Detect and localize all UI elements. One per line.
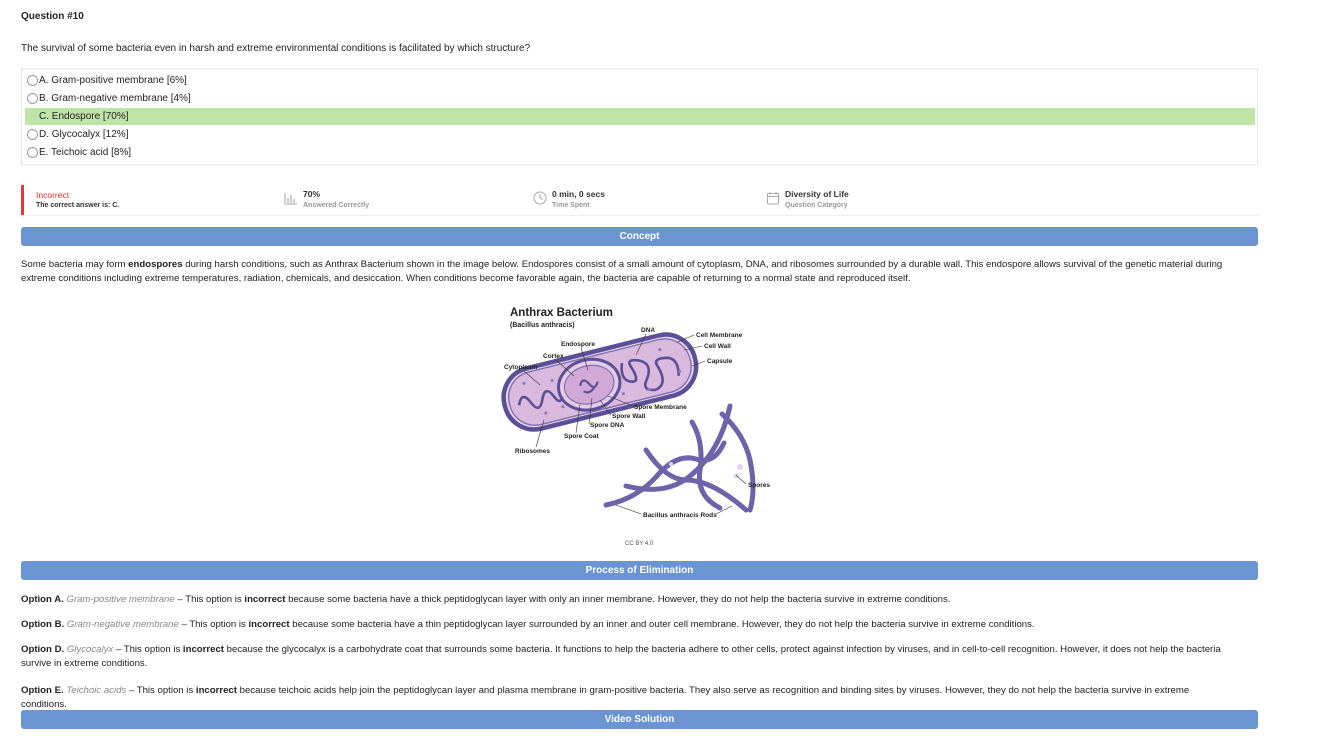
question-category-value: Diversity of Life bbox=[785, 189, 849, 199]
explanation-part: – This option is bbox=[113, 644, 183, 655]
option-tag: Option D. bbox=[21, 644, 65, 655]
concept-text-part: during harsh conditions, such as Anthrax Bacterium shown in the image below. Endospores consist of a small amount of cytoplasm, DNA, and ribosomes surrounded by a durable wall. This endospore allows survival of the genetic material during extreme conditions including extreme temperatures, radiation, chemicals, and desiccation. When conditions become favorable again, the bacteria are capable of returning to a normal state and reproduced itself. bbox=[21, 259, 1223, 284]
option-label: A. Gram-positive membrane [6%] bbox=[39, 75, 187, 86]
option-label: B. Gram-negative membrane [4%] bbox=[39, 93, 191, 104]
question-number: Question #10 bbox=[21, 11, 84, 22]
option-e[interactable] bbox=[25, 144, 1255, 161]
explanation-part: – This option is bbox=[174, 594, 245, 605]
option-c[interactable] bbox=[25, 108, 1255, 125]
option-label: C. Endospore [70%] bbox=[39, 111, 129, 122]
question-category-label: Question Category bbox=[785, 202, 848, 209]
concept-text bbox=[21, 258, 1236, 286]
explanation-part: because the glycocalyx is a carbohydrate coat that surrounds some bacteria. It functions to help the bacteria adhere to other cells, protect against infection by viruses, and in cell-to-cell recognition. However, it does not help the bacteria survive in extreme conditions. bbox=[21, 644, 1221, 669]
anthrax-bacterium-diagram bbox=[496, 300, 786, 525]
time-spent-value: 0 min, 0 secs bbox=[552, 189, 605, 199]
label-spore-dna: Spore DNA bbox=[590, 422, 625, 429]
radio-icon[interactable] bbox=[27, 93, 38, 104]
explanation-part: because some bacteria have a thick peptidoglycan layer with only an inner membrane. However, they do not help the bacteria survive in extreme conditions. bbox=[285, 594, 951, 605]
option-tag: Option B. bbox=[21, 619, 65, 630]
option-b[interactable] bbox=[25, 90, 1255, 107]
bacillus-rods bbox=[606, 406, 753, 510]
label-capsule: Capsule bbox=[707, 358, 733, 365]
option-d[interactable] bbox=[25, 126, 1255, 143]
explanation-part: – This option is bbox=[126, 685, 196, 696]
elimination-option-a bbox=[21, 593, 1236, 607]
answered-correctly-label: Answered Correctly bbox=[303, 202, 370, 209]
video-solution-header[interactable]: Video Solution bbox=[21, 710, 1258, 729]
elimination-option-e bbox=[21, 684, 1236, 712]
elimination-option-b bbox=[21, 618, 1236, 632]
radio-icon[interactable] bbox=[27, 147, 38, 158]
option-name: Gram-negative membrane bbox=[66, 619, 179, 630]
result-summary bbox=[21, 185, 1258, 216]
explanation-part: because teichoic acids help join the peptidoglycan layer and plasma membrane in gram-positive bacteria. They also serve as recognition and binding sites by viruses. However, they do not help the bacteria survive in extreme conditions. bbox=[21, 685, 1190, 710]
concept-text-part: Some bacteria may form bbox=[21, 259, 129, 270]
label-rods: Bacillus anthracis Rods bbox=[643, 512, 717, 519]
option-name: Gram-positive membrane bbox=[66, 594, 175, 605]
explanation-part: – This option is bbox=[178, 619, 249, 630]
result-status: Incorrect bbox=[36, 190, 70, 200]
bar-chart-icon bbox=[284, 191, 298, 205]
incorrect-keyword: incorrect bbox=[244, 594, 286, 605]
label-dna: DNA bbox=[641, 327, 656, 334]
calendar-icon bbox=[766, 191, 780, 205]
explanation-part: because some bacteria have a thin peptidoglycan layer surrounded by an inner and outer cell membrane. However, they do not help the bacteria survive in extreme conditions. bbox=[289, 619, 1035, 630]
option-a[interactable] bbox=[25, 72, 1255, 89]
option-label: D. Glycocalyx [12%] bbox=[39, 129, 129, 140]
question-text: The survival of some bacteria even in harsh and extreme environmental conditions is facilitated by which structure? bbox=[21, 43, 531, 54]
correct-answer-text: The correct answer is: C. bbox=[36, 202, 120, 209]
option-tag: Option E. bbox=[21, 685, 64, 696]
concept-header[interactable]: Concept bbox=[21, 227, 1258, 246]
label-cell-wall: Cell Wall bbox=[704, 343, 731, 350]
incorrect-keyword: incorrect bbox=[248, 619, 290, 630]
answer-options bbox=[21, 68, 1258, 165]
incorrect-keyword: incorrect bbox=[182, 644, 224, 655]
figure-title: Anthrax Bacterium bbox=[510, 307, 613, 319]
figure-subtitle: (Bacillus anthracis) bbox=[510, 322, 575, 329]
spores bbox=[669, 462, 743, 479]
radio-icon[interactable] bbox=[27, 129, 38, 140]
label-endospore: Endospore bbox=[561, 341, 595, 348]
label-spore-coat: Spore Coat bbox=[564, 433, 599, 440]
elimination-option-d bbox=[21, 643, 1236, 671]
label-cytoplasm: Cytoplasm bbox=[504, 364, 538, 371]
label-spores: Spores bbox=[748, 482, 771, 489]
option-label: E. Teichoic acid [8%] bbox=[39, 147, 132, 158]
incorrect-indicator-bar bbox=[21, 185, 24, 215]
radio-icon[interactable] bbox=[27, 75, 38, 86]
label-spore-membrane: Spore Membrane bbox=[634, 404, 687, 411]
image-credit: CC BY 4.0 bbox=[625, 541, 654, 547]
process-of-elimination-header[interactable]: Process of Elimination bbox=[21, 561, 1258, 580]
option-tag: Option A. bbox=[21, 594, 64, 605]
label-cortex: Cortex bbox=[543, 353, 564, 360]
label-spore-wall: Spore Wall bbox=[612, 413, 646, 420]
answered-correctly-value: 70% bbox=[303, 189, 321, 199]
label-ribosomes: Ribosomes bbox=[515, 448, 551, 455]
time-spent-label: Time Spent bbox=[552, 202, 590, 209]
incorrect-keyword: incorrect bbox=[195, 685, 237, 696]
option-name: Glycocalyx bbox=[66, 644, 114, 655]
bacterium-cell bbox=[497, 328, 702, 436]
label-cell-membrane: Cell Membrane bbox=[696, 332, 743, 339]
option-name: Teichoic acids bbox=[66, 685, 127, 696]
concept-keyword: endospores bbox=[128, 259, 183, 270]
clock-icon bbox=[533, 191, 547, 205]
